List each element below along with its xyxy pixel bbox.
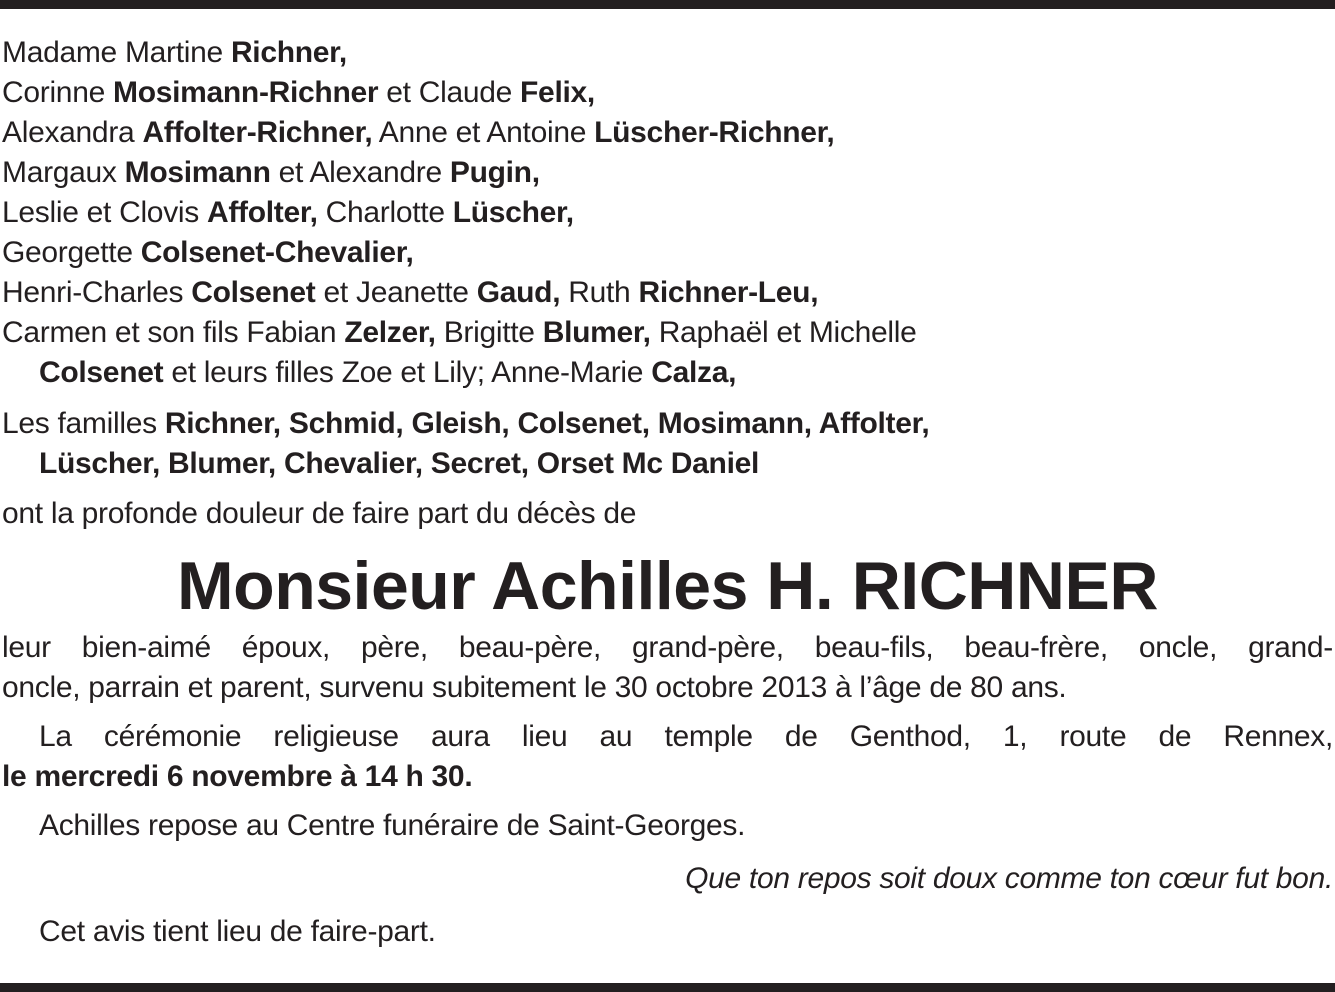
family-surname: Felix,	[520, 76, 595, 109]
family-surname: Mosimann	[124, 156, 271, 189]
family-given-text: Henri-Charles	[2, 276, 192, 309]
family-surname: Lüscher,	[452, 196, 574, 229]
family-given-text: et Claude	[378, 76, 521, 109]
bottom-rule	[0, 983, 1335, 992]
family-surname: Gaud,	[476, 276, 561, 309]
families-intro: Les familles	[2, 407, 165, 440]
families-names-1: Richner, Schmid, Gleish, Colsenet, Mosimann, Affolter,	[164, 407, 930, 440]
description-line-2: oncle, parrain et parent, survenu subitement le 30 octobre 2013 à l’âge de 80 ans.	[2, 671, 1067, 704]
quote-line: Que ton repos soit doux comme ton cœur fut bon.	[685, 862, 1333, 895]
family-given-text: Madame Martine	[2, 36, 231, 69]
family-given-text: Anne et Antoine	[372, 116, 595, 149]
family-given-text: Carmen et son fils Fabian	[2, 316, 345, 349]
family-line	[2, 113, 1333, 153]
family-surname: Richner,	[230, 36, 347, 69]
repose-line: Achilles repose au Centre funéraire de Saint-Georges.	[39, 809, 746, 842]
family-given-text: Brigitte	[435, 316, 543, 349]
families-line-2	[2, 444, 1333, 484]
notice-line: Cet avis tient lieu de faire-part.	[39, 915, 436, 948]
family-line	[2, 313, 1333, 353]
announcement: ont la profonde douleur de faire part du décès de	[2, 497, 637, 530]
ceremony-date-text: le mercredi 6 novembre à 14 h 30.	[2, 760, 473, 793]
ceremony-date	[2, 757, 1333, 797]
family-line-continued	[2, 353, 1333, 393]
family-line	[2, 153, 1333, 193]
family-line	[2, 193, 1333, 233]
family-surname: Pugin,	[449, 156, 540, 189]
deceased-name: Monsieur Achilles H. RICHNER	[177, 548, 1158, 624]
family-given-text: et leurs filles Zoe et Lily; Anne-Marie	[163, 356, 652, 389]
family-surname: Affolter-Richner,	[142, 116, 373, 149]
description-line-1: leur bien-aimé époux, père, beau-père, grand-père, beau-fils, beau-frère, oncle, grand-	[2, 631, 1333, 664]
family-given-text: Charlotte	[317, 196, 453, 229]
family-surname: Mosimann-Richner	[113, 76, 379, 109]
family-surname: Zelzer,	[344, 316, 436, 349]
family-given-text: et Alexandre	[270, 156, 450, 189]
family-surname: Colsenet-Chevalier,	[140, 236, 414, 269]
family-list	[2, 33, 1333, 353]
family-surname: Blumer,	[542, 316, 651, 349]
family-given-text: Margaux	[2, 156, 125, 189]
obituary-text	[2, 33, 1333, 952]
family-surname: Colsenet	[191, 276, 316, 309]
family-surname: Calza,	[651, 356, 737, 389]
family-given-text: et Jeanette	[315, 276, 477, 309]
family-given-text: Raphaël et Michelle	[650, 316, 917, 349]
family-given-text: Alexandra	[2, 116, 143, 149]
ceremony-line-1: La cérémonie religieuse aura lieu au temple de Genthod, 1, route de Rennex,	[39, 720, 1333, 753]
family-surname: Colsenet	[39, 356, 164, 389]
family-given-text: Leslie et Clovis	[2, 196, 207, 229]
family-line	[2, 273, 1333, 313]
family-surname: Affolter,	[207, 196, 318, 229]
families-line-1	[2, 404, 1333, 444]
family-line	[2, 73, 1333, 113]
family-given-text: Ruth	[560, 276, 639, 309]
family-given-text: Georgette	[2, 236, 141, 269]
family-line	[2, 233, 1333, 273]
family-surname: Richner-Leu,	[638, 276, 819, 309]
family-surname: Lüscher-Richner,	[594, 116, 835, 149]
family-line	[2, 33, 1333, 73]
top-rule	[0, 0, 1335, 9]
family-given-text: Corinne	[2, 76, 113, 109]
families-names-2: Lüscher, Blumer, Chevalier, Secret, Orset Mc Daniel	[39, 447, 760, 480]
